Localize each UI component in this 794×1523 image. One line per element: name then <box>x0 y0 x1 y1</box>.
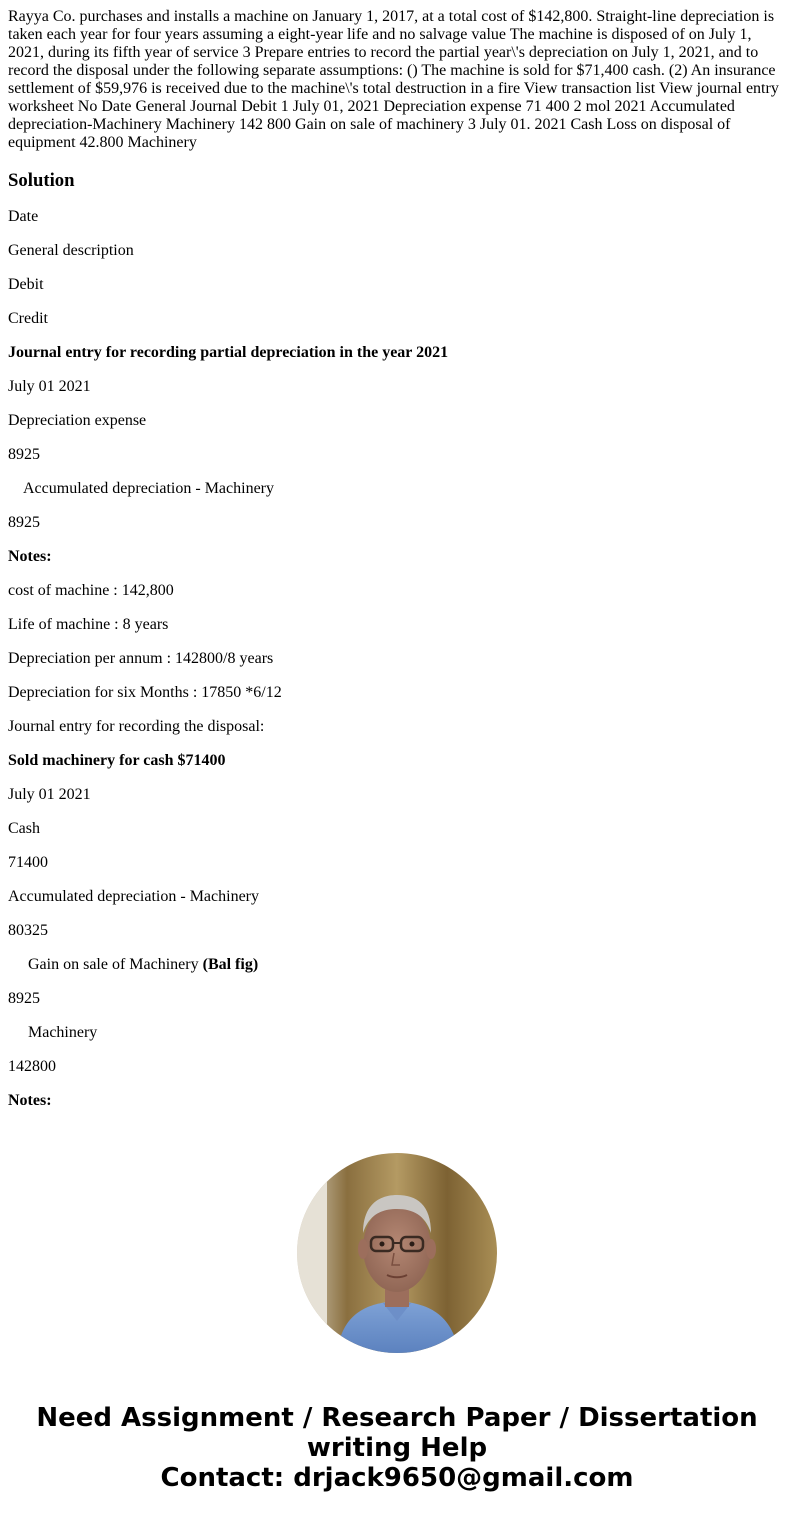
author-avatar <box>297 1153 497 1353</box>
disposal-intro: Journal entry for recording the disposal: <box>8 718 265 735</box>
notes1-line: Depreciation per annum : 142800/8 years <box>8 650 274 667</box>
entry2-machinery-amount: 142800 <box>8 1058 56 1075</box>
question-text: Rayya Co. purchases and installs a machine on January 1, 2017, at a total cost of $142,800. Straight-line depreciation is taken each year for four years assuming a eight-year life and no salvage value The machine is disposed of on July 1, 2021, during its fifth year of service 3 Prepare entries to record the partial year\'s depreciation on July 1, 2021, and to record the disposal under the following separate assumptions: () The machine is sold for $71,400 cash. (2) An insurance settlement of $59,976 is received due to the machine\'s total destruction in a fire View transaction list View journal entry worksheet No Date General Journal Debit 1 July 01, 2021 Depreciation expense 71 400 2 mol 2021 Accumulated depreciation-Machinery Machinery 142 800 Gain on sale of machinery 3 July 01. 2021 Cash Loss on disposal of equipment 42.800 Machinery <box>8 8 779 151</box>
entry2-gain-note: (Bal fig) <box>202 956 259 973</box>
entry2-gain-line <box>8 956 786 974</box>
entry1-date: July 01 2021 <box>8 378 91 395</box>
notes1-line: Depreciation for six Months : 17850 *6/12 <box>8 684 282 701</box>
notes1-line: cost of machine : 142,800 <box>8 582 174 599</box>
entry2-machinery-account: Machinery <box>28 1024 98 1041</box>
promo-contact: Contact: drjack9650@gmail.com <box>160 1463 634 1493</box>
notes1-label: Notes: <box>8 548 52 565</box>
promo-line: Need Assignment / Research Paper / Dissertation <box>36 1403 758 1433</box>
solution-title: Solution <box>8 170 75 191</box>
author-photo <box>297 1153 497 1353</box>
entry2-gain-amount: 8925 <box>8 990 40 1007</box>
promo-banner <box>0 1403 794 1493</box>
entry1-credit-account: Accumulated depreciation - Machinery <box>23 480 274 497</box>
entry1-heading: Journal entry for recording partial depreciation in the year 2021 <box>8 344 449 361</box>
notes1-line: Life of machine : 8 years <box>8 616 169 633</box>
header-debit: Debit <box>8 276 44 293</box>
header-date: Date <box>8 208 39 225</box>
entry2-date: July 01 2021 <box>8 786 91 803</box>
entry2-cash-account: Cash <box>8 820 40 837</box>
entry1-debit-account: Depreciation expense <box>8 412 147 429</box>
entry2-accdep-account: Accumulated depreciation - Machinery <box>8 888 259 905</box>
entry1-debit-amount: 8925 <box>8 446 40 463</box>
entry1-credit-amount: 8925 <box>8 514 40 531</box>
promo-line: writing Help <box>306 1433 488 1463</box>
header-credit: Credit <box>8 310 48 327</box>
entry2-accdep-amount: 80325 <box>8 922 48 939</box>
header-description: General description <box>8 242 134 259</box>
entry2-gain-account: Gain on sale of Machinery <box>28 956 199 973</box>
entry2-cash-amount: 71400 <box>8 854 48 871</box>
entry2-heading: Sold machinery for cash $71400 <box>8 752 226 769</box>
notes2-label: Notes: <box>8 1092 52 1109</box>
